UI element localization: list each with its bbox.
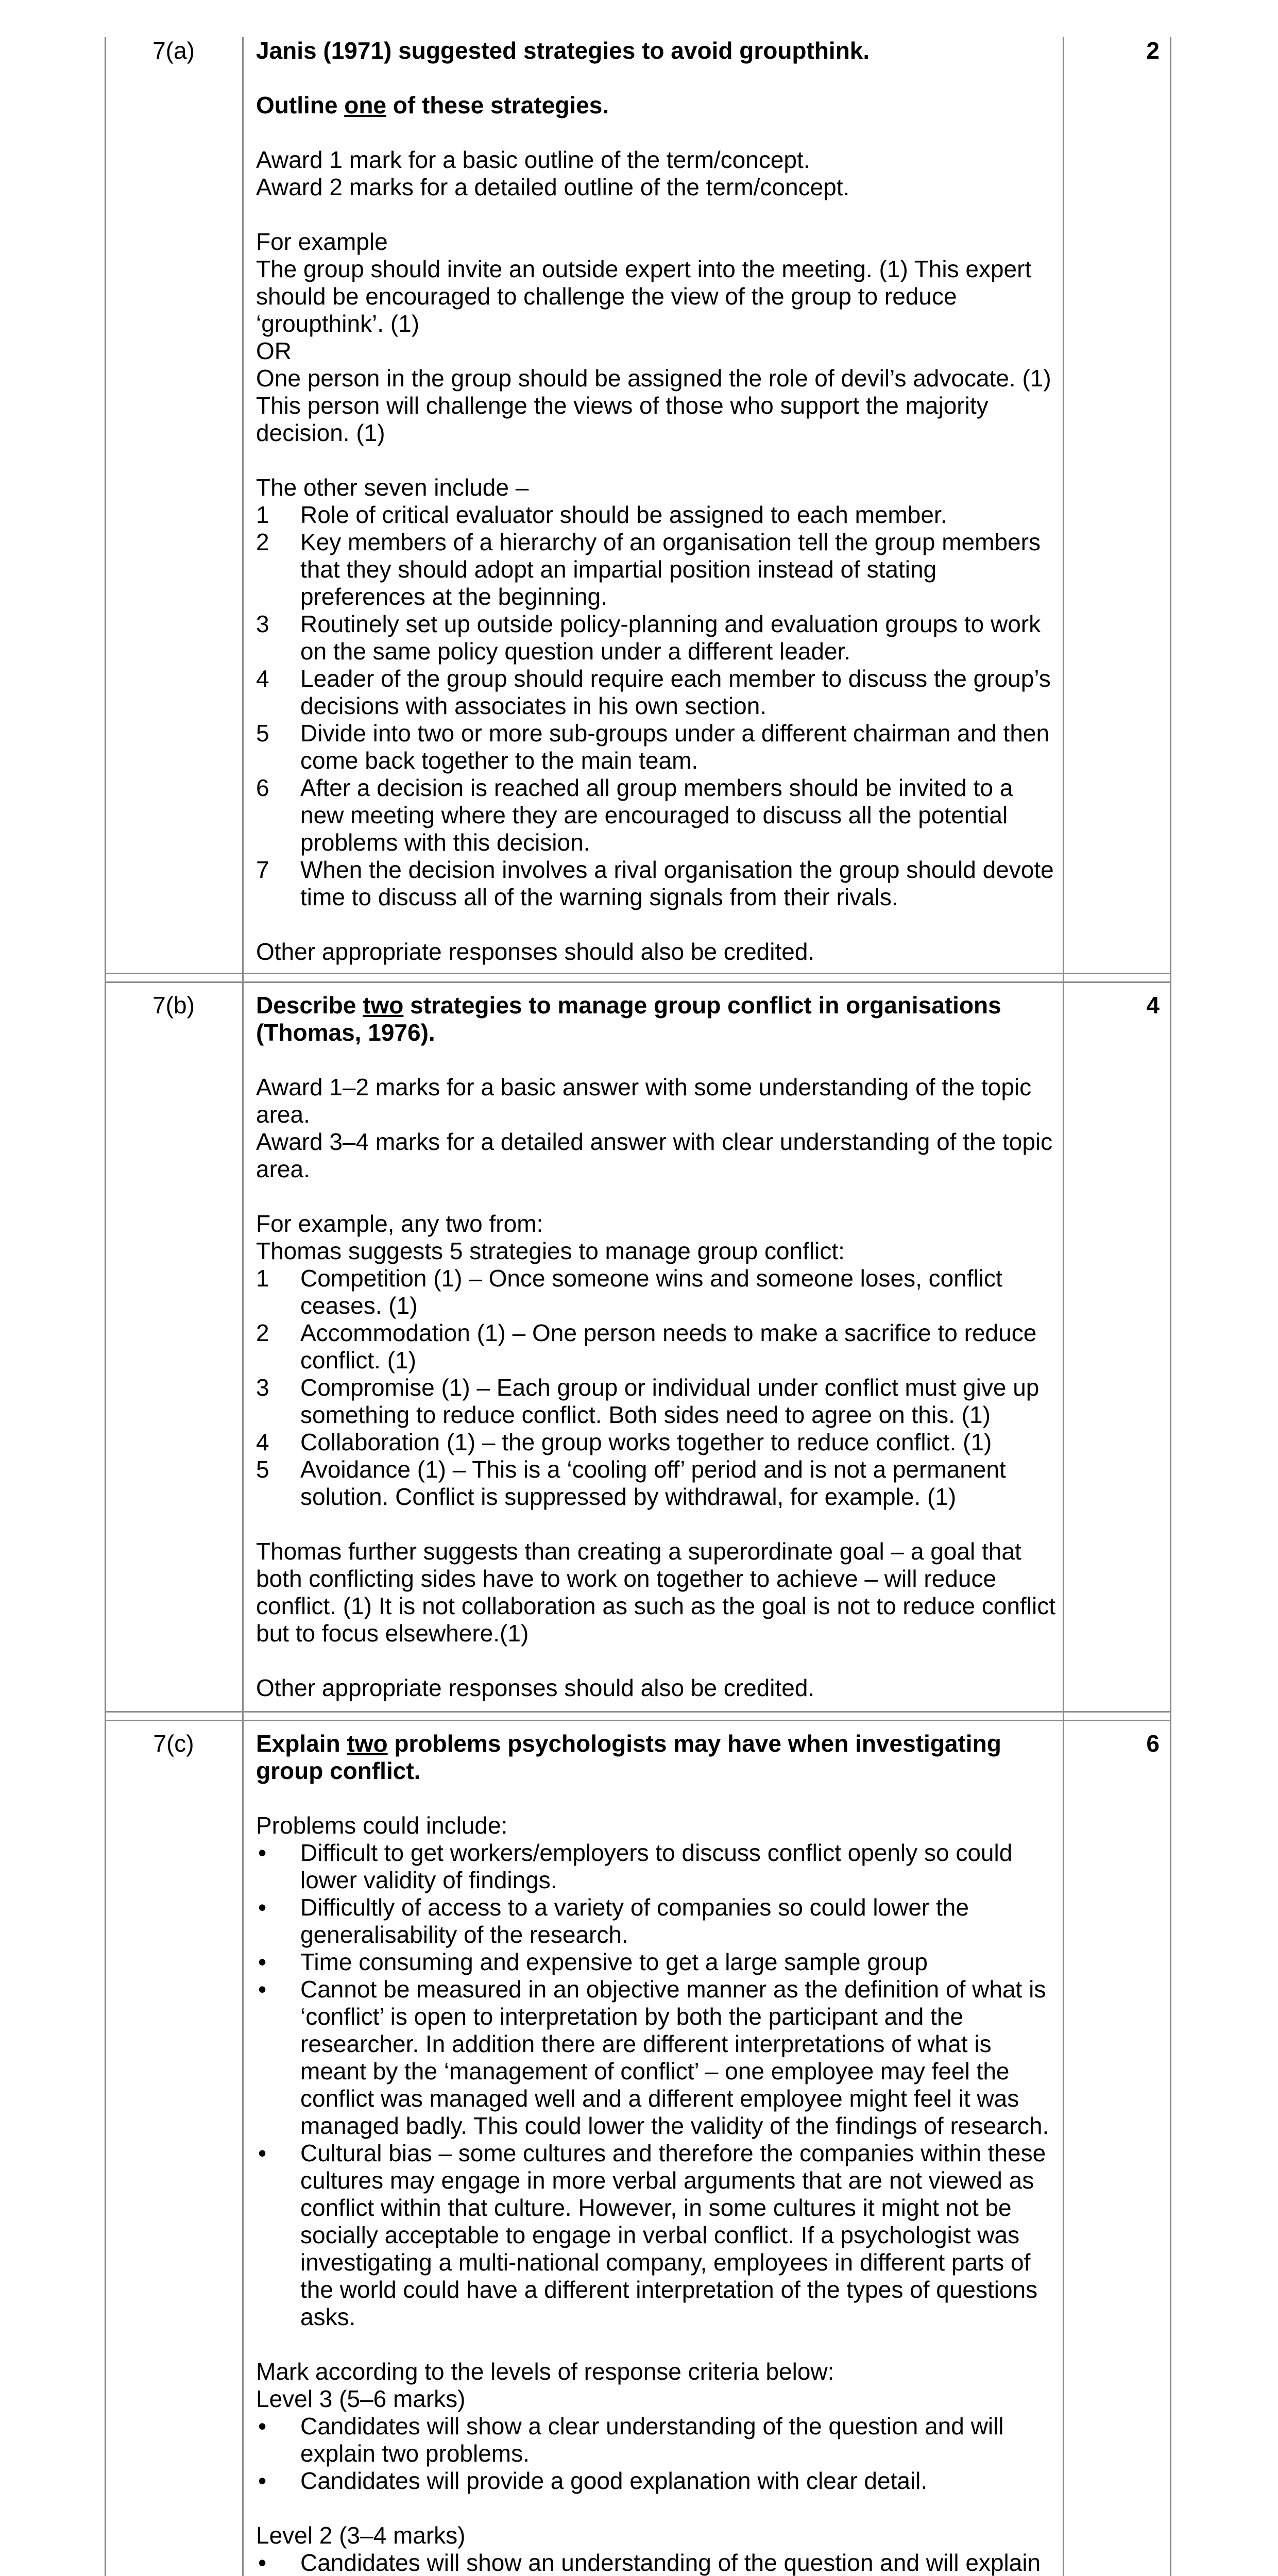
list-item: 3 Routinely set up outside policy-planning and evaluation groups to work on the same policy question under a different leader. xyxy=(256,611,1041,665)
award-criteria: Award 1–2 marks for a basic answer with some understanding of the topic area. xyxy=(256,1074,1032,1128)
table-border-left xyxy=(105,37,106,2576)
marks-value: 2 xyxy=(1146,37,1160,64)
example-label: For example xyxy=(256,228,388,255)
bullet-list xyxy=(256,1839,1057,2331)
further-note: Thomas further suggests than creating a superordinate goal – a goal that both conflicting sides have to work on together to achieve – will reduce conflict. (1) It is not collaboration as such as the goal is not to reduce conflict but to focus elsewhere.(1) xyxy=(256,1538,1056,1647)
bullet-icon: • xyxy=(258,1948,267,1975)
list-item: 2 Key members of a hierarchy of an organisation tell the group members that they should adopt an impartial position instead of stating preferences at the beginning. xyxy=(256,529,1041,610)
list-item: • Candidates will show a clear understanding of the question and will explain two problems. xyxy=(258,2413,1004,2467)
list-item: • Cultural bias – some cultures and therefore the companies within these cultures may engage in more verbal arguments that are not viewed as conflict within that culture. However, in some cultures it might not be socially acceptable to engage in verbal conflict. If a psychologist was investigating a multi-national company, employees in different parts of the world could have a different interpretation of the types of questions asks. xyxy=(258,2140,1046,2330)
list-item: • Difficult to get workers/employers to discuss conflict openly so could lower validity of findings. xyxy=(258,1839,1013,1893)
bullet-icon: • xyxy=(258,1894,267,1921)
award-criteria: Award 3–4 marks for a detailed answer with clear understanding of the topic area. xyxy=(256,1128,1053,1182)
bullet-list xyxy=(256,2549,1057,2576)
row-separator xyxy=(105,1711,1171,1721)
list-item: 7 When the decision involves a rival organisation the group should devote time to discuss all of the warning signals from their rivals. xyxy=(256,856,1054,910)
row-separator xyxy=(105,973,1171,983)
list-item: 1 Competition (1) – Once someone wins and someone loses, conflict ceases. (1) xyxy=(256,1265,1002,1319)
bullet-icon: • xyxy=(258,1839,267,1866)
example-text: OR xyxy=(256,337,292,364)
list-item: • Candidates will show an understanding of the question and will explain xyxy=(258,2549,1041,2576)
list-item: 5 Avoidance (1) – This is a ‘cooling off’ period and is not a permanent solution. Conflict is suppressed by withdrawal, for example. (1) xyxy=(256,1456,1006,1510)
marks-value: 4 xyxy=(1146,992,1160,1019)
level-title: Level 3 (5–6 marks) xyxy=(256,2385,466,2412)
question-subheading: Outline one of these strategies. xyxy=(256,92,609,118)
list-item: 2 Accommodation (1) – One person needs to make a sacrifice to reduce conflict. (1) xyxy=(256,1319,1037,1374)
bullet-icon: • xyxy=(258,2467,267,2494)
list-item: 3 Compromise (1) – Each group or individual under conflict must give up something to reduce conflict. Both sides need to agree on this. (1) xyxy=(256,1374,1040,1428)
numbered-list xyxy=(256,501,1057,911)
question-number: 7(a) xyxy=(152,37,195,64)
question-heading: Describe two strategies to manage group conflict in organisations (Thomas, 1976). xyxy=(256,992,1001,1046)
table-border-right xyxy=(1170,37,1171,2576)
list-item: • Difficultly of access to a variety of companies so could lower the generalisability of the research. xyxy=(258,1894,969,1948)
list-item: • Candidates will provide a good explanation with clear detail. xyxy=(258,2467,928,2494)
list-intro: The other seven include – xyxy=(256,474,529,501)
list-item: 1 Role of critical evaluator should be assigned to each member. xyxy=(256,501,947,528)
footer-note: Other appropriate responses should also be credited. xyxy=(256,938,815,965)
column-divider-answer xyxy=(1063,37,1064,2576)
example-label: For example, any two from: xyxy=(256,1210,543,1237)
marks-value: 6 xyxy=(1146,1730,1160,1757)
answer-cell-7b xyxy=(256,992,1057,1702)
list-item: • Cannot be measured in an objective manner as the definition of what is ‘conflict’ is open to interpretation by both the participant and the researcher. In addition there are different interpretations of what is meant by the ‘management of conflict’ – one employee may feel the conflict was managed well and a different employee might feel it was managed badly. This could lower the validity of the findings of research. xyxy=(258,1976,1049,2139)
bullet-icon: • xyxy=(258,2413,267,2439)
question-number: 7(c) xyxy=(153,1730,194,1757)
bullet-icon: • xyxy=(258,1976,267,2003)
example-text: One person in the group should be assigned the role of devil’s advocate. (1) This person will challenge the views of those who support the majority decision. (1) xyxy=(256,365,1051,446)
list-item: 4 Leader of the group should require each member to discuss the group’s decisions with associates in his own section. xyxy=(256,665,1051,719)
footer-note: Other appropriate responses should also be credited. xyxy=(256,1674,815,1701)
award-criteria: Award 1 mark for a basic outline of the term/concept. xyxy=(256,146,810,173)
award-criteria: Award 2 marks for a detailed outline of the term/concept. xyxy=(256,174,850,200)
list-item: 4 Collaboration (1) – the group works together to reduce conflict. (1) xyxy=(256,1429,992,1455)
list-intro: Thomas suggests 5 strategies to manage group conflict: xyxy=(256,1238,845,1264)
column-divider-question xyxy=(242,37,244,2576)
bullet-icon: • xyxy=(258,2549,267,2576)
answer-cell-7a xyxy=(256,37,1057,965)
list-item: • Time consuming and expensive to get a large sample group xyxy=(258,1948,928,1975)
levels-intro: Mark according to the levels of response criteria below: xyxy=(256,2358,834,2385)
example-text: The group should invite an outside expert into the meeting. (1) This expert should be encouraged to challenge the view of the group to reduce ‘groupthink’. (1) xyxy=(256,256,1032,337)
list-item: 5 Divide into two or more sub-groups under a different chairman and then come back together to the main team. xyxy=(256,720,1050,774)
question-heading: Explain two problems psychologists may have when investigating group conflict. xyxy=(256,1730,1001,1784)
question-heading: Janis (1971) suggested strategies to avoid groupthink. xyxy=(256,37,870,64)
list-item: 6 After a decision is reached all group members should be invited to a new meeting where they are encouraged to discuss all the potential problems with this decision. xyxy=(256,774,1013,856)
answer-cell-7c xyxy=(256,1730,1057,2576)
question-number: 7(b) xyxy=(152,992,195,1019)
problems-label: Problems could include: xyxy=(256,1812,508,1839)
level-title: Level 2 (3–4 marks) xyxy=(256,2522,466,2549)
bullet-icon: • xyxy=(258,2140,267,2166)
numbered-list xyxy=(256,1265,1057,1511)
bullet-list xyxy=(256,2413,1057,2495)
